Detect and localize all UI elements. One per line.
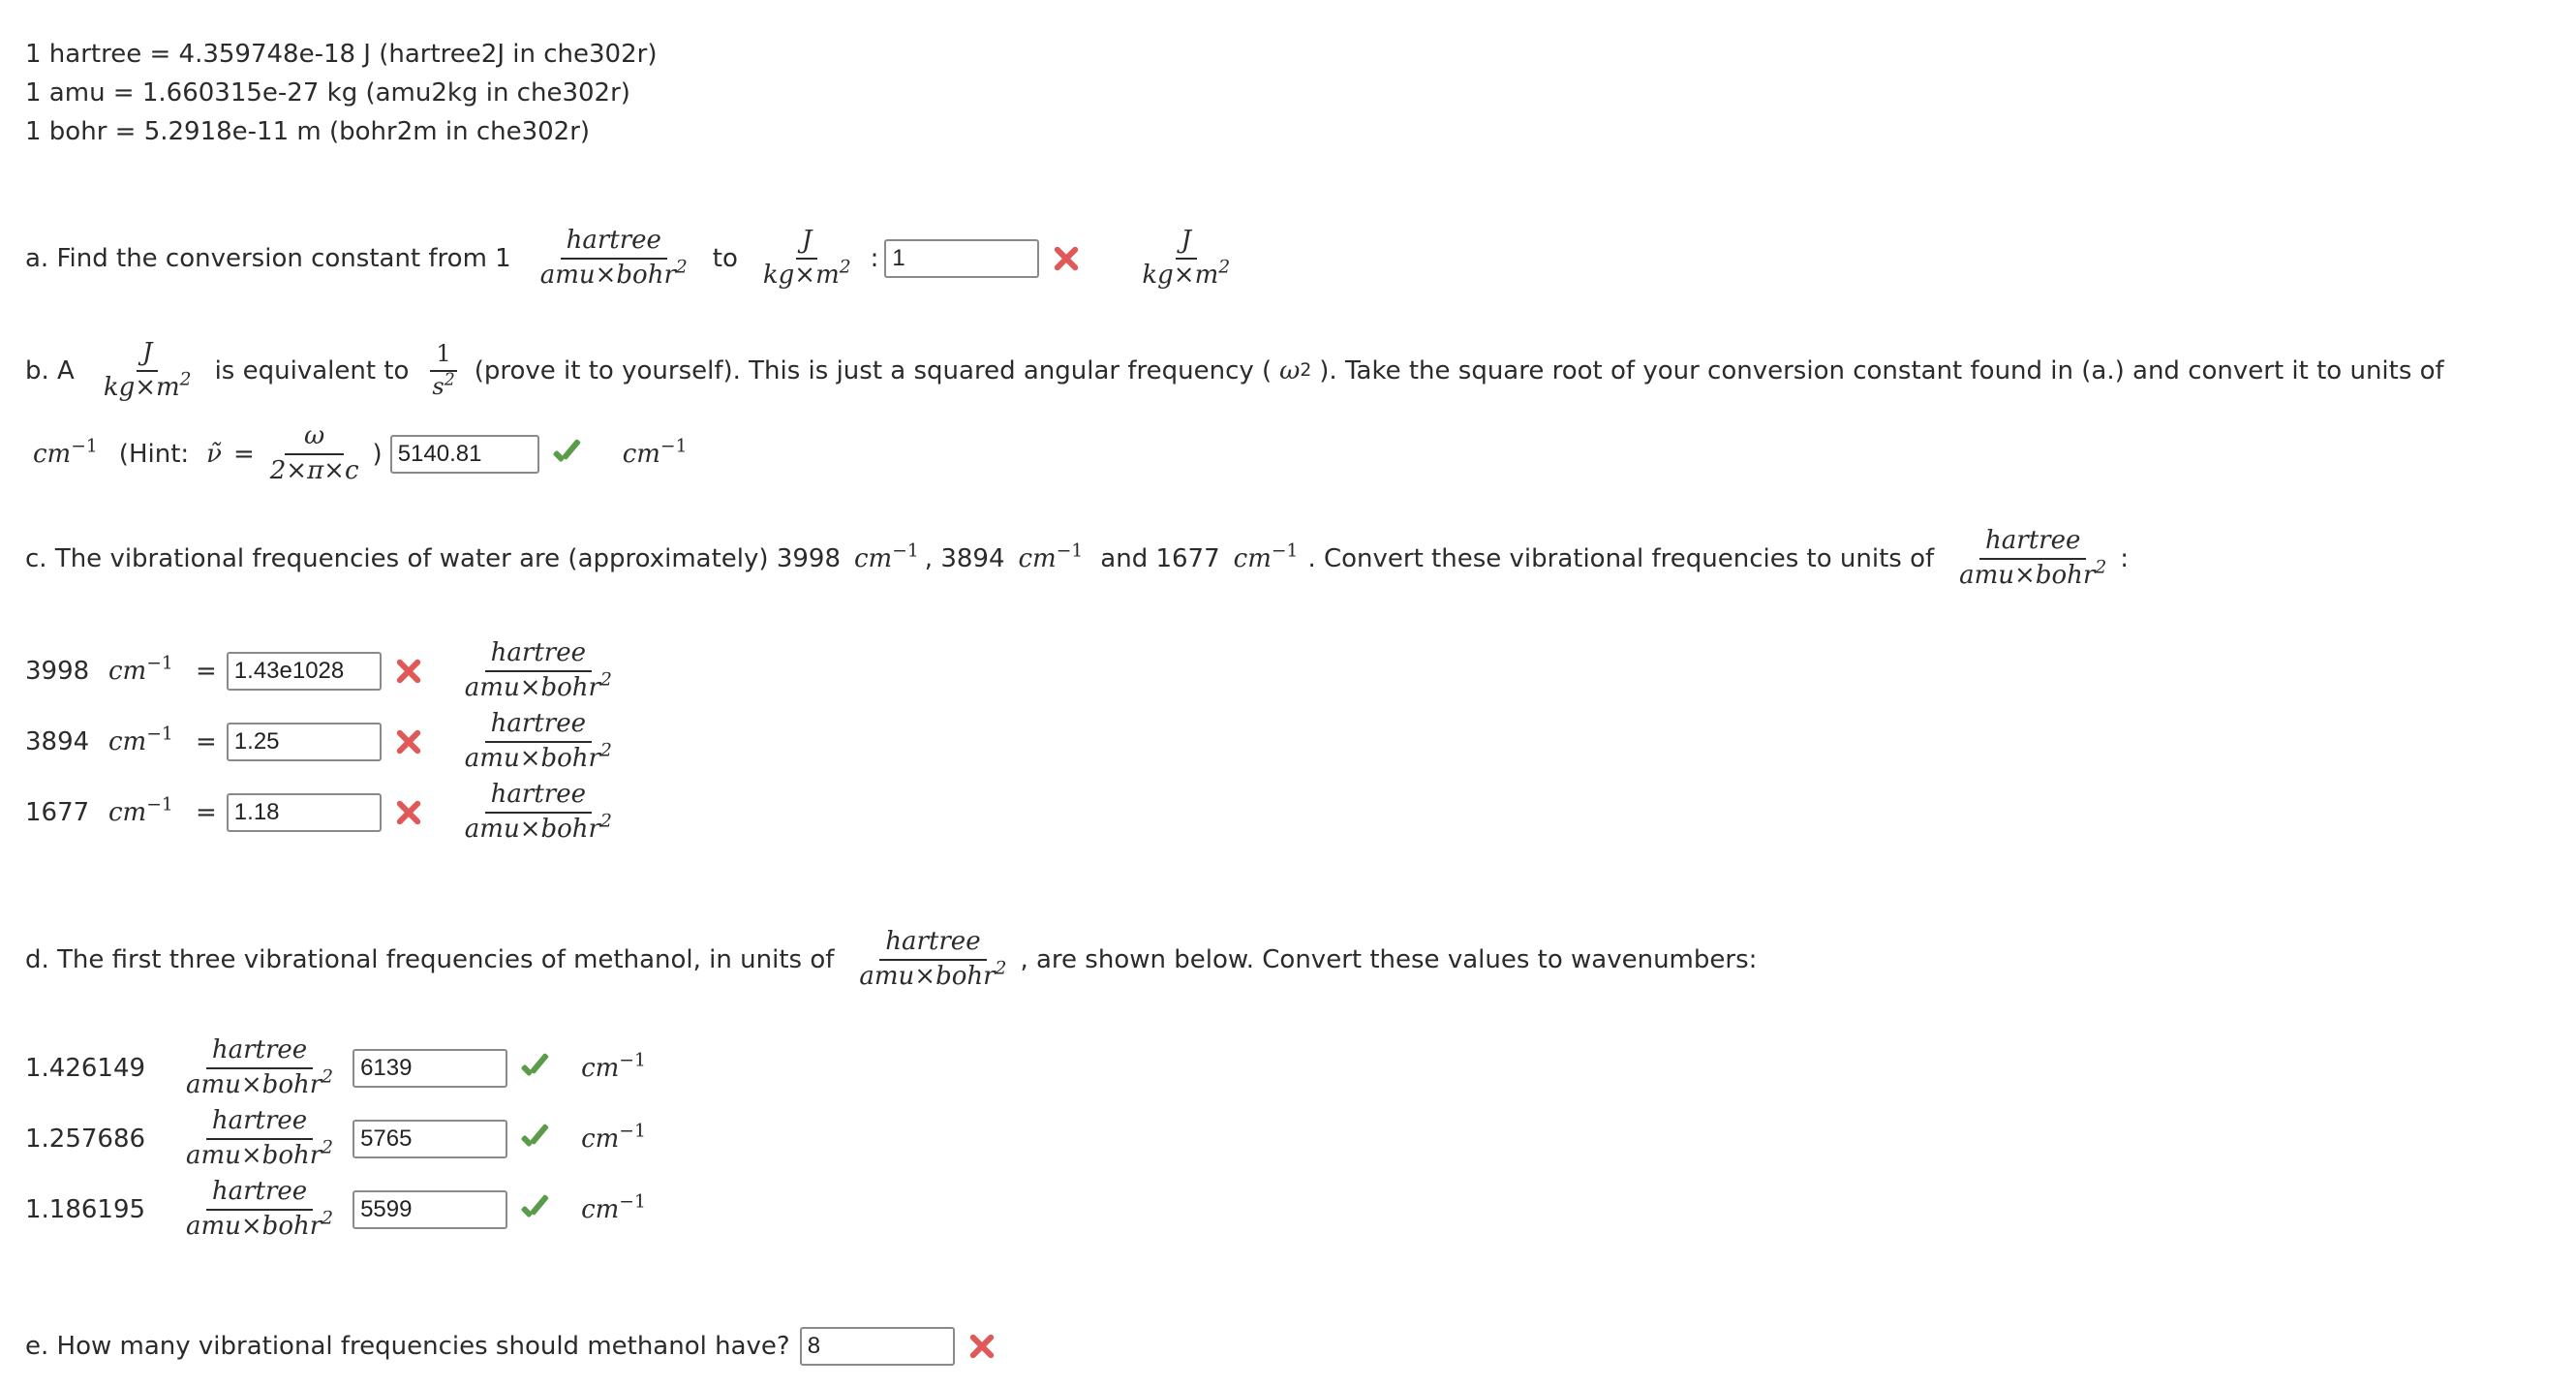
hint-open: (Hint: — [118, 439, 190, 469]
incorrect-x-icon — [391, 796, 424, 829]
part-e-answer-input[interactable]: 8 — [800, 1327, 955, 1366]
constants-block — [25, 35, 657, 151]
row-value: 1677 — [25, 797, 90, 827]
part-c-text-d: . Convert these vibrational frequencies to units of — [1307, 543, 1935, 573]
part-e — [25, 1327, 997, 1366]
part-c: c. The vibrational frequencies of water are (approximately) 3998 $cm^{-1}$ , 3894 $cm^{-1}$ and 1677 $cm^{-1}$ . Convert these vibrational frequencies to units of $\frac{\text{hartree}}{amu\times bohr^2}$ : — [25, 526, 2129, 590]
part-b-answer-input[interactable]: 5140.81 — [390, 435, 539, 474]
part-b: b. A $\frac{J}{kg\times m^2}$ is equivalent to $\frac{1}{s^2}$ (prove it to yourself). This is just a squared angular frequency ( ω 2 ). Take the square root of your conversion constant found in (a.) and convert it to units of — [25, 338, 2444, 402]
part-d-row — [25, 1036, 646, 1100]
part-c-row: 1677 $cm^{-1}$ = 1.18 $\frac{\text{hartree}}{amu\times bohr^2}$ — [25, 781, 626, 845]
unit-cm-inverse: $cm^{-1}$ — [622, 436, 688, 469]
unit-j-per-kg-m2: $\frac{J}{kg\times m^2}$ — [762, 226, 851, 290]
unit-hartree-per-amu-bohr2: $\frac{\text{hartree}}{amu\times bohr^2}$ — [186, 1106, 334, 1170]
incorrect-x-icon — [391, 655, 424, 688]
part-d-answer-input-1[interactable]: 6139 — [353, 1049, 507, 1088]
part-c-row: 3998 $cm^{-1}$ = 1.43e1028 $\frac{\text{hartree}}{amu\times bohr^2}$ — [25, 639, 626, 703]
correct-check-icon — [517, 1123, 550, 1156]
row-value: 3998 — [25, 656, 90, 686]
part-c-text-b: , 3894 — [924, 543, 1005, 573]
nu-tilde-symbol: ν̃ — [206, 439, 222, 469]
part-b-text2: ). Take the square root of your conversion constant found in (a.) and convert it to units of — [1319, 355, 2444, 385]
omega-symbol: ω — [1279, 355, 1301, 385]
correct-check-icon — [517, 1052, 550, 1085]
part-d-text-a: d. The first three vibrational frequencies of methanol, in units of — [25, 944, 835, 974]
part-a-colon: : — [870, 243, 879, 273]
correct-check-icon — [517, 1193, 550, 1226]
part-d-answer-input-2[interactable]: 5765 — [353, 1120, 507, 1158]
part-b-equiv: is equivalent to — [214, 355, 410, 385]
unit-hartree-per-amu-bohr2: $\frac{\text{hartree}}{amu\times bohr^2}$ — [1959, 526, 2107, 590]
unit-cm-inverse: $cm^{-1}$ — [33, 436, 98, 469]
part-e-label: e. How many vibrational frequencies should methanol have? — [25, 1332, 790, 1361]
part-a-to: to — [712, 243, 738, 273]
part-c-answer-input-1[interactable]: 1.43e1028 — [227, 652, 382, 691]
part-c-colon: : — [2120, 543, 2129, 573]
part-a-answer-input[interactable]: 1 — [884, 239, 1039, 278]
part-b-hint-row — [25, 422, 687, 486]
unit-hartree-per-amu-bohr2: $\frac{\text{hartree}}{amu\times bohr^2}$ — [186, 1177, 334, 1241]
part-d-answer-input-3[interactable]: 5599 — [353, 1190, 507, 1229]
part-b-text1: (prove it to yourself). This is just a squared angular frequency ( — [474, 355, 1273, 385]
unit-hartree-per-amu-bohr2: $\frac{\text{hartree}}{amu\times bohr^2}$ — [464, 709, 612, 773]
part-a-label: a. Find the conversion constant from 1 — [25, 243, 511, 273]
part-d-text-b: , are shown below. Convert these values to wavenumbers: — [1020, 944, 1758, 974]
part-c-text-c: and 1677 — [1100, 543, 1220, 573]
unit-cm-inverse: $cm^{-1}$ — [581, 1191, 646, 1224]
part-c-text-a: c. The vibrational frequencies of water are (approximately) 3998 — [25, 543, 841, 573]
part-d-row — [25, 1107, 646, 1171]
constant-bohr: 1 bohr = 5.2918e-11 m (bohr2m in che302r) — [25, 117, 591, 146]
incorrect-x-icon — [965, 1330, 997, 1363]
unit-hartree-per-amu-bohr2: $\frac{\text{hartree}}{amu\times bohr^2}$ — [859, 927, 1007, 991]
part-c-row: 3894 $cm^{-1}$ = 1.25 $\frac{\text{hartree}}{amu\times bohr^2}$ — [25, 710, 626, 774]
unit-hartree-per-amu-bohr2: $\frac{\text{hartree}}{amu\times bohr^2}$ — [186, 1035, 334, 1099]
unit-hartree-per-amu-bohr2: $\frac{\text{hartree}}{amu\times bohr^2}$ — [539, 226, 688, 290]
row-value: 1.426149 — [25, 1053, 146, 1083]
part-d — [25, 928, 1757, 992]
incorrect-x-icon — [1049, 242, 1082, 275]
constant-hartree: 1 hartree = 4.359748e-18 J (hartree2J in che302r) — [25, 40, 658, 69]
part-d-row — [25, 1178, 646, 1242]
constant-amu: 1 amu = 1.660315e-27 kg (amu2kg in che302r) — [25, 78, 630, 108]
unit-j-per-kg-m2: $\frac{J}{kg\times m^2}$ — [1142, 226, 1231, 290]
hint-close: ) — [372, 439, 383, 469]
unit-hartree-per-amu-bohr2: $\frac{\text{hartree}}{amu\times bohr^2}$ — [464, 638, 612, 702]
equals-sign: = — [232, 439, 255, 469]
unit-hartree-per-amu-bohr2: $\frac{\text{hartree}}{amu\times bohr^2}$ — [464, 780, 612, 844]
part-c-answer-input-2[interactable]: 1.25 — [227, 723, 382, 761]
part-c-answer-input-3[interactable]: 1.18 — [227, 793, 382, 832]
row-value: 1.257686 — [25, 1124, 146, 1154]
incorrect-x-icon — [391, 725, 424, 758]
part-b-label: b. A — [25, 355, 75, 385]
part-a — [25, 227, 1243, 291]
row-value: 3894 — [25, 726, 90, 756]
hint-fraction: $\frac{\omega}{2\times\pi\times c}$ — [269, 421, 359, 485]
unit-j-per-kg-m2: $\frac{J}{kg\times m^2}$ — [103, 338, 192, 402]
unit-cm-inverse: $cm^{-1}$ — [581, 1121, 646, 1154]
unit-per-s2: $\frac{1}{s^2}$ — [432, 340, 455, 400]
row-value: 1.186195 — [25, 1194, 146, 1224]
unit-cm-inverse: $cm^{-1}$ — [581, 1050, 646, 1083]
correct-check-icon — [549, 438, 582, 471]
